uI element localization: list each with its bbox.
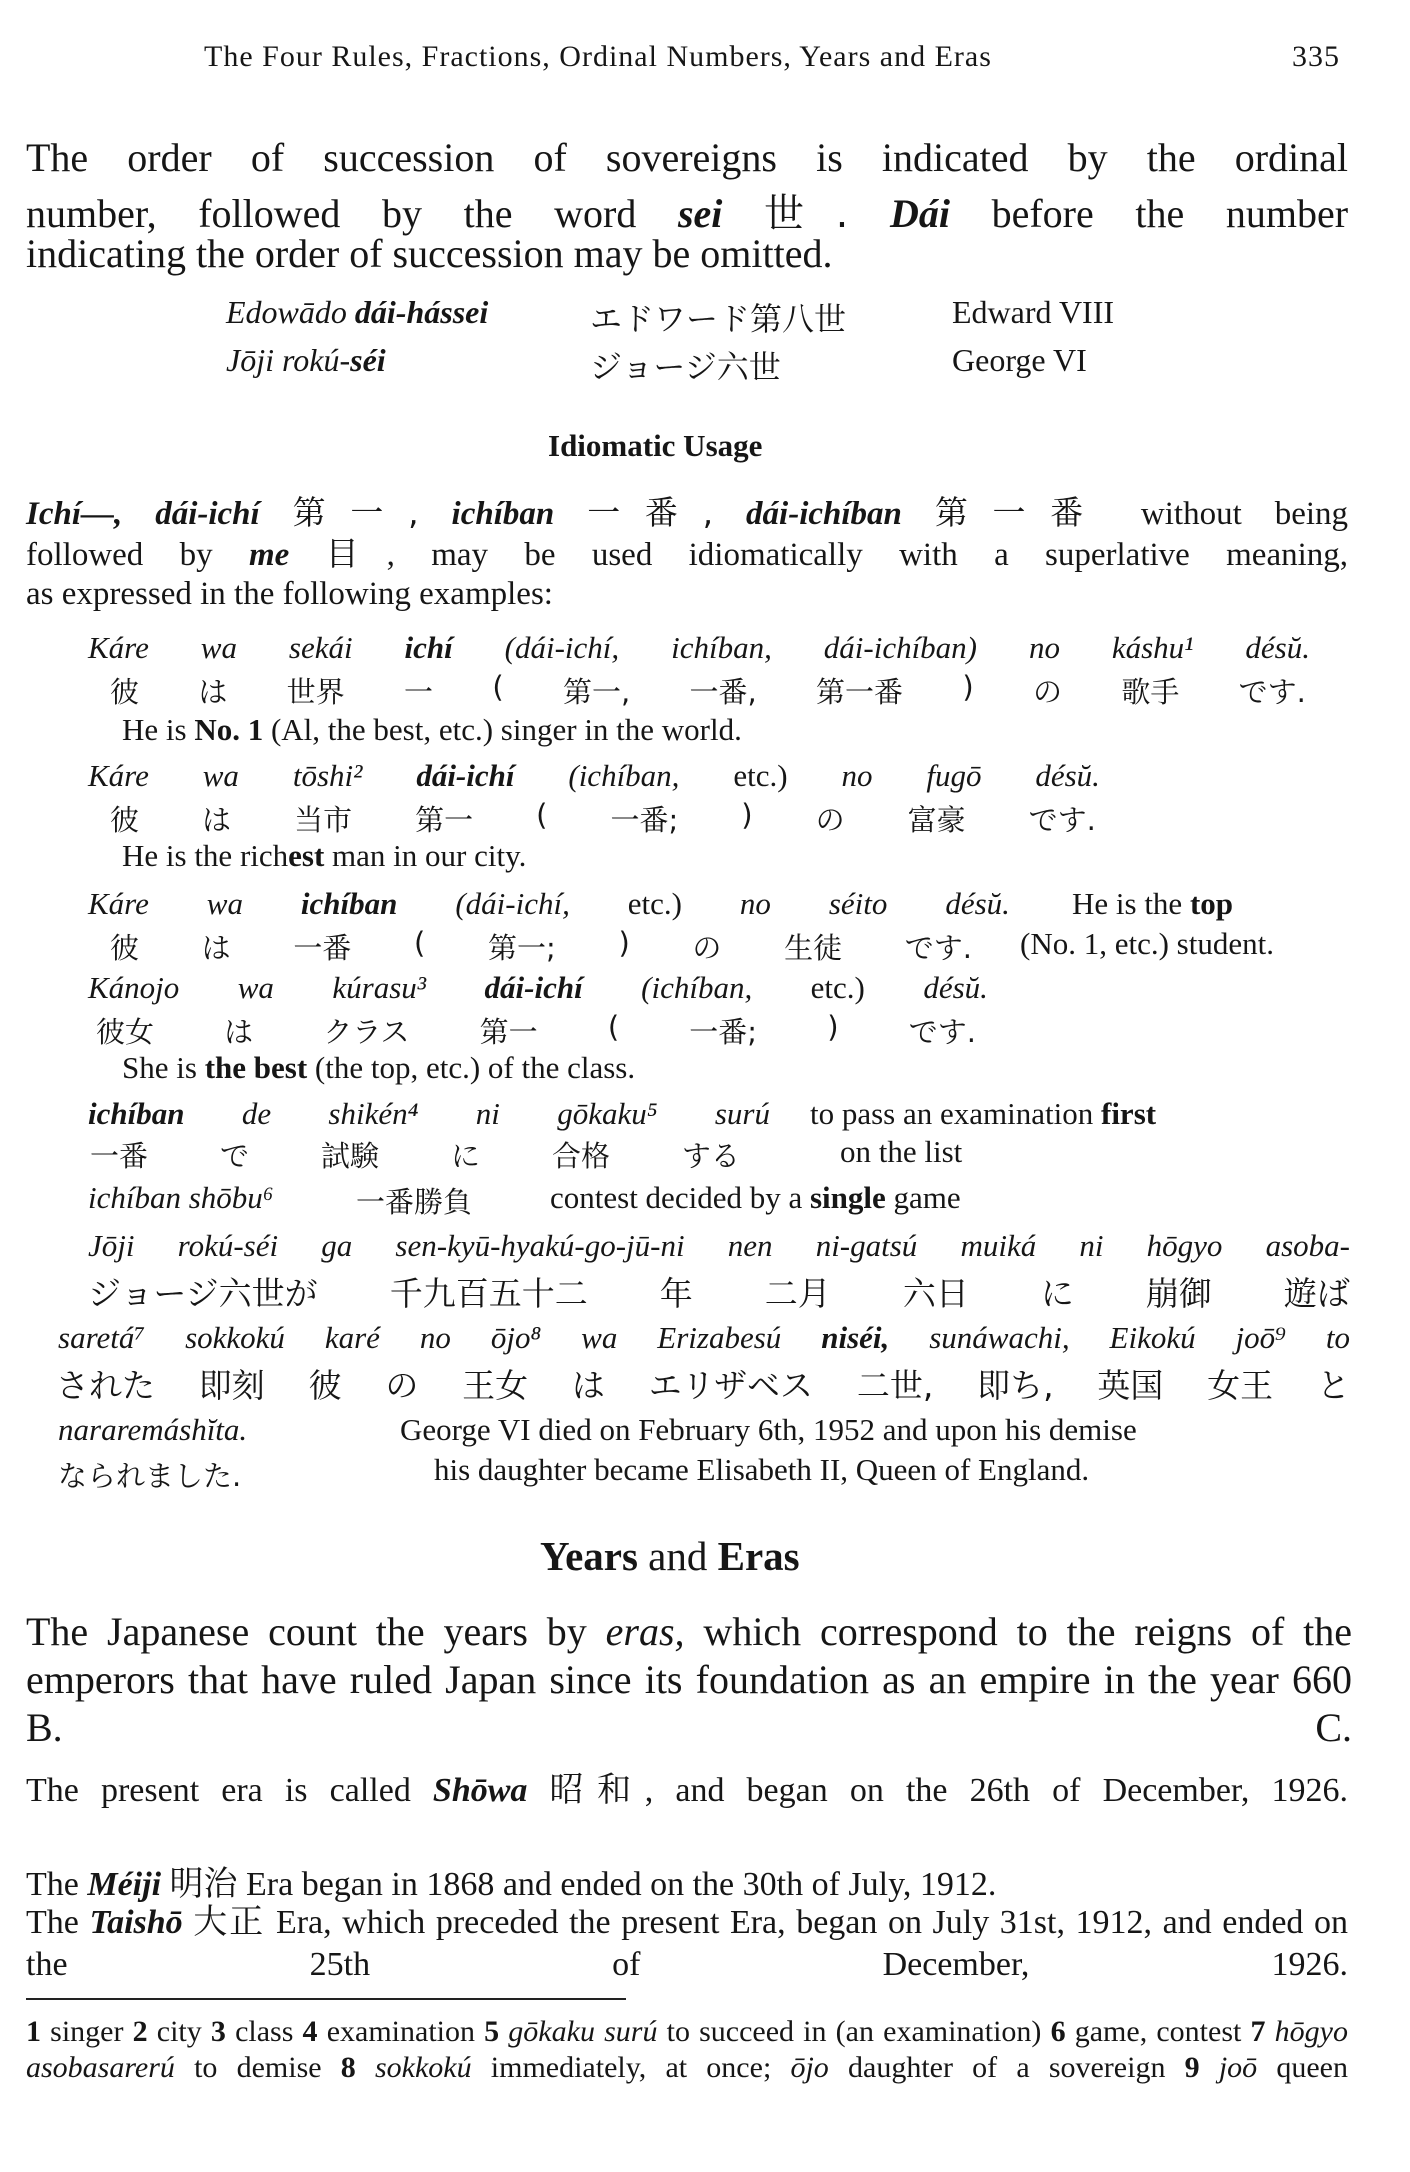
example7-romaji-1: Jōji rokú-séi ga sen-kyū-hyakú-go-jū-ni nen ni-gatsú muiká ni hōgyo asoba- (88, 1228, 1350, 1263)
example7-japanese-2: された 即刻 彼 の 王女 は エリザベス 二世, 即ち, 英国 女王 と (56, 1366, 1350, 1405)
example5-translation-1: to pass an examination first (810, 1096, 1157, 1131)
idiom-line-3: as expressed in the following examples: (26, 576, 553, 612)
example5-romaji: ichíban de shikén⁴ ni gōkaku⁵ surú (88, 1096, 770, 1131)
example2-romaji: Káre wa tōshi² dái-ichí (ichíban, etc.) no fugō désŭ. (88, 758, 1100, 793)
years-paragraph-3: The Méiji 明治 Era began in 1868 and ended on the 30th of July, 1912. (26, 1866, 997, 1903)
example3-translation-2: (No. 1, etc.) student. (1020, 926, 1274, 961)
section-heading-idiomatic: Idiomatic Usage (548, 428, 763, 463)
years-paragraph-4: The Taishō 大正 Era, which preceded the present Era, began on July 31st, 1912, and ended on the 25th of December, 1926. (26, 1904, 1349, 1983)
example4-translation: She is the best (the top, etc.) of the class. (122, 1050, 636, 1085)
running-header: The Four Rules, Fractions, Ordinal Numbers, Years and Eras (204, 40, 992, 73)
example1-japanese: 彼 は 世界 一 ( 第一, 一番, 第一番 ) の 歌手 です. (110, 670, 1306, 709)
example-english-1: Edward VIII (952, 294, 1115, 330)
example-english-2: George VI (952, 342, 1087, 378)
example-japanese-2: ジョージ六世 (590, 348, 781, 386)
example4-japanese: 彼女 は クラス 第一 ( 一番; ) です. (96, 1010, 976, 1049)
idiom-line-2: followed by me 目, may be used idiomatically with a superlative meaning, (26, 537, 1349, 573)
example3-romaji: Káre wa ichíban (dái-ichí, etc.) no séito désŭ. (88, 886, 1010, 921)
years-paragraph-2: The present era is called Shōwa 昭和, and began on the 26th of December, 1926. (26, 1772, 1348, 1809)
intro-line-3: indicating the order of succession may be omitted. (26, 231, 833, 276)
example1-translation: He is No. 1 (Al, the best, etc.) singer in the world. (122, 712, 742, 747)
example7-japanese-3: なられました. (58, 1459, 242, 1493)
example7-romaji-3: nararemáshĭta. (58, 1412, 248, 1447)
example6-translation: contest decided by a single game (550, 1180, 961, 1215)
footnotes: 1 singer 2 city 3 class 4 examination 5 gōkaku surú to succeed in (an examination) 6 game, contest 7 hōgyo asobasarerú to demise 8 sokkokú immediately, at once; ōjo daughter of a sovereign 9 joō queen (26, 2015, 1348, 2084)
example5-translation-2: on the list (840, 1134, 963, 1169)
intro-line-2: number, followed by the word sei 世. Dái before the number (26, 191, 1349, 237)
example2-japanese: 彼 は 当市 第一 ( 一番; ) の 富豪 です. (110, 798, 1096, 837)
idiom-line-1: Ichí—, dái-ichí 第一, ichíban 一番, dái-ichíban 第一番 without being (26, 493, 1349, 532)
intro-line-1: The order of succession of sovereigns is indicated by the ordinal (26, 135, 1348, 180)
example-romaji-1: Edowādo dái-hássei (226, 294, 489, 330)
example6-romaji: ichíban shōbu⁶ (88, 1180, 274, 1215)
example7-translation-1: George VI died on February 6th, 1952 and upon his demise (400, 1412, 1137, 1447)
section-heading-years-eras: Years and Eras (540, 1533, 800, 1579)
years-paragraph-1: The Japanese count the years by eras, which correspond to the reigns of the emperors that have ruled Japan since its foundation as an empire in the year 660 B. C. (26, 1609, 1353, 1750)
example4-romaji: Kánojo wa kúrasu³ dái-ichí (ichíban, etc.) désŭ. (88, 970, 988, 1005)
example5-japanese: 一番 で 試験 に 合格 する (90, 1139, 740, 1173)
example7-japanese-1: ジョージ六世が 千九百五十二 年 二月 六日 に 崩御 遊ば (88, 1274, 1350, 1313)
example-romaji-2: Jōji rokú-séi (226, 342, 386, 378)
example1-romaji: Káre wa sekái ichí (dái-ichí, ichíban, dái-ichíban) no káshu¹ désŭ. (88, 630, 1310, 665)
example7-romaji-2: saretá⁷ sokkokú karé no ōjo⁸ wa Erizabesú niséi, sunáwachi, Eikokú joō⁹ to (58, 1320, 1350, 1355)
example3-translation-1: He is the top (1072, 886, 1234, 921)
page-number: 335 (1292, 40, 1340, 73)
example3-japanese: 彼 は 一番 ( 第一; ) の 生徒 です. (110, 926, 972, 965)
example7-translation-2: his daughter became Elisabeth II, Queen of England. (434, 1452, 1090, 1487)
example-japanese-1: エドワード第八世 (590, 300, 847, 338)
example2-translation: He is the richest man in our city. (122, 838, 527, 873)
example6-japanese: 一番勝負 (356, 1185, 473, 1219)
footnote-rule (26, 1998, 626, 2000)
